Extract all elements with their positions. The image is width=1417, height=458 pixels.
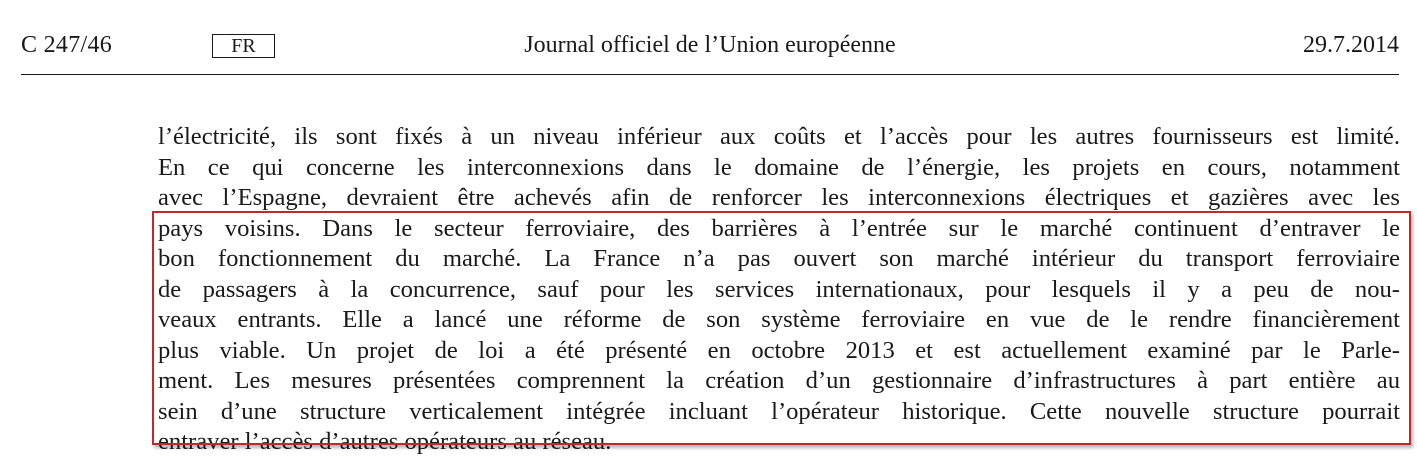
text-line: entraver l’accès d’autres opérateurs au réseau. bbox=[158, 428, 612, 455]
publication-date: 29.7.2014 bbox=[1303, 32, 1399, 58]
text-line: En ce qui concerne les interconnexions dans le domaine de l’énergie, les projets en cours, notamment bbox=[158, 153, 1400, 181]
header-divider bbox=[21, 74, 1399, 75]
text-line: veaux entrants. Elle a lancé une réforme de son système ferroviaire en vue de le rendre financièrement bbox=[158, 306, 1400, 333]
body-paragraph bbox=[158, 122, 1400, 458]
text-line: bon fonctionnement du marché. La France n’a pas ouvert son marché intérieur du transport ferroviaire bbox=[158, 245, 1400, 272]
text-line: de passagers à la concurrence, sauf pour les services internationaux, pour lesquels il y a peu de nou- bbox=[158, 275, 1400, 303]
journal-title: Journal officiel de l’Union européenne bbox=[524, 32, 896, 58]
page-header bbox=[21, 30, 1399, 64]
text-line: pays voisins. Dans le secteur ferroviaire, des barrières à l’entrée sur le marché continuent d’entraver le bbox=[158, 214, 1400, 242]
text-line: avec l’Espagne, devraient être achevés afin de renforcer les interconnexions électriques et gazières avec les bbox=[158, 184, 1400, 211]
text-line: sein d’une structure verticalement intégrée incluant l’opérateur historique. Cette nouvelle structure pourrait bbox=[158, 397, 1400, 425]
text-line: l’électricité, ils sont fixés à un niveau inférieur aux coûts et l’accès pour les autres fournisseurs est limité. bbox=[158, 123, 1400, 150]
text-line: plus viable. Un projet de loi a été présenté en octobre 2013 et est actuellement examiné par le Parle- bbox=[158, 336, 1400, 364]
language-badge: FR bbox=[212, 34, 275, 58]
text-line: ment. Les mesures présentées comprennent la création d’un gestionnaire d’infrastructures à part entière au bbox=[158, 367, 1400, 394]
journal-reference: C 247/46 bbox=[21, 32, 113, 58]
